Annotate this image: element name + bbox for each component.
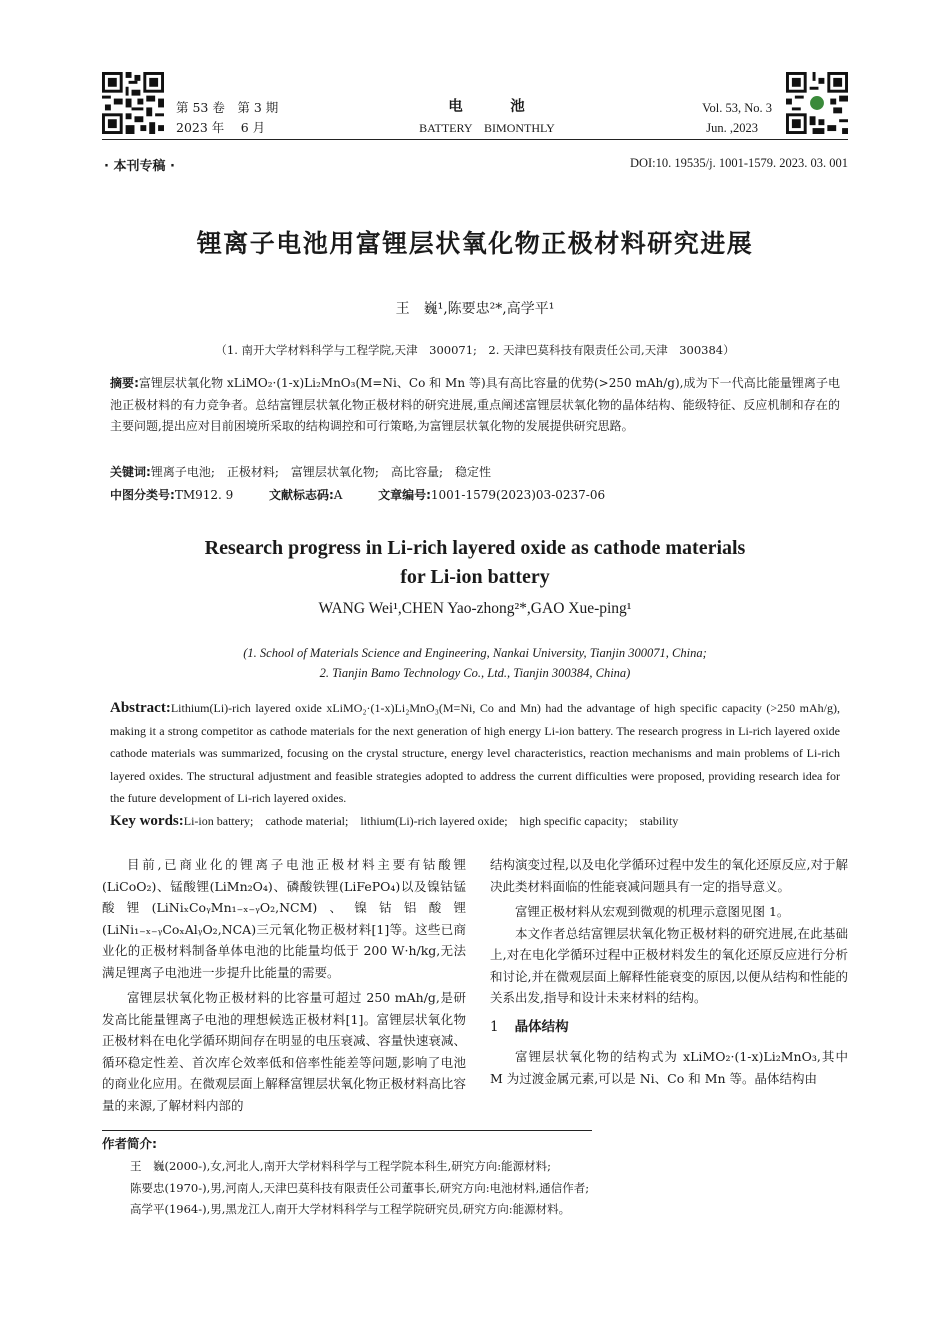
affiliation-en-1: (1. School of Materials Science and Engineering, Nankai University, Tianjin 300071, China;: [243, 646, 707, 660]
journal-name-en: BATTERY BIMONTHLY: [419, 121, 555, 135]
authors-en: WANG Wei¹,CHEN Yao-zhong²*,GAO Xue-ping¹: [318, 600, 632, 617]
section-heading: [490, 1017, 848, 1039]
header-date-en: Jun. ,2023: [706, 121, 758, 135]
qr-code-left: [102, 72, 164, 134]
abstract-cn: [110, 373, 840, 438]
clc-value: TM912. 9: [174, 488, 234, 502]
abstract-en: [110, 697, 840, 810]
header-rule: [102, 139, 848, 140]
title-en-line-1: Research progress in Li-rich layered oxide as cathode materials: [204, 537, 746, 559]
bio-line: 高学平(1964-),男,黑龙江人,南开大学材料科学与工程学院研究员,研究方向:能源材料。: [130, 1202, 571, 1216]
keywords-en-label: Key words:: [110, 813, 184, 829]
body-left-column: [102, 854, 466, 1116]
section-title: 晶体结构: [514, 1018, 569, 1035]
bio-line: 王 巍(2000-),女,河北人,南开大学材料科学与工程学院本科生,研究方向:能源材料;: [130, 1159, 551, 1173]
article-no-label: 文章编号:: [378, 488, 431, 502]
section-number: 1: [490, 1018, 499, 1035]
keywords-en-text: Li-ion battery; cathode material; lithium(Li)-rich layered oxide; high specific capacity; stability: [183, 814, 679, 828]
keywords-cn: [110, 462, 840, 484]
authors-cn: 王 巍¹,陈要忠²*,高学平¹: [395, 301, 555, 317]
column-tag: · 本刊专稿 ·: [104, 159, 175, 174]
journal-name-cn: 电 池: [448, 99, 526, 115]
body-paragraph-4: 富锂正极材料从宏观到微观的机理示意图见图 1。: [515, 904, 790, 919]
doc-code-label: 文献标志码:: [268, 488, 334, 502]
bio-label: 作者简介:: [102, 1136, 157, 1151]
qr-code-right: [786, 72, 848, 134]
bio-line: 陈要忠(1970-),男,河南人,天津巴莫科技有限责任公司董事长,研究方向:电池材料,通信作者;: [130, 1180, 590, 1195]
classification-line: [110, 485, 840, 507]
abstract-en-text: Lithium(Li)-rich layered oxide xLiMO₂·(1-x)Li₂MnO₃(M=Ni, Co and Mn) had the advantage of high specific capacity (>250 mAh/g), making it a strong competitor as cathode materials for the next generation of high energy Li-ion battery. The research progress in Li-rich layered oxide cathode materials was summarized, focusing on the crystal structure, energy level characteristics, reaction mechanisms and main problems of Li-rich layered oxides. The structural adjustment and feasible strategies adopted to address the current difficulties were proposed, providing research idea for the future development of Li-rich layered oxides.: [110, 701, 840, 805]
affiliations-en: [102, 643, 848, 683]
body-paragraph-3: 结构演变过程,以及电化学循环过程中发生的氧化还原反应,对于解决此类材料面临的性能衰减问题具有一定的指导意义。: [490, 857, 848, 894]
header-date-cn: 2023 年 6 月: [176, 120, 266, 135]
affiliations-cn: （1. 南开大学材料科学与工程学院,天津 300071; 2. 天津巴莫科技有限责任公司,天津 300384）: [215, 343, 735, 357]
affiliation-en-2: 2. Tianjin Bamo Technology Co., Ltd., Tianjin 300384, China): [319, 666, 631, 680]
keywords-en: [110, 810, 840, 832]
clc-label: 中图分类号:: [110, 488, 175, 502]
body-paragraph-1: 目前,已商业化的锂离子电池正极材料主要有钴酸锂(LiCoO₂)、锰酸锂(LiMn₂O₄)、磷酸铁锂(LiFePO₄)以及镍钴锰酸锂(LiNiₓCoᵧMn₁₋ₓ₋ᵧO₂,NCM)、镍钴铝酸锂(LiNi₁₋ₓ₋ᵧCoₓAlᵧO₂,NCA)三元氧化物正极材料[1]等。这些已商业化的正极材料制备单体电池的比能量均低于 200 W·h/kg,无法满足锂离子电池进一步提升比能量的需要。: [102, 857, 466, 980]
doc-code-value: A: [333, 488, 343, 502]
header-volume-cn: 第 53 卷 第 3 期: [176, 100, 279, 115]
body-paragraph-5: 本文作者总结富锂层状氧化物正极材料的研究进展,在此基础上,对在电化学循环过程中正极材料发生的氧化还原反应进行分析和讨论,并在微观层面上解释性能衰变的原因,以便从结构和性能的关系出发,指导和设计未来材料的结构。: [490, 925, 848, 1005]
keywords-cn-text: 锂离子电池; 正极材料; 富锂层状氧化物; 高比容量; 稳定性: [150, 465, 491, 479]
title-en: [102, 534, 848, 592]
body-right-column: [490, 854, 848, 1089]
body-paragraph-2: 富锂层状氧化物正极材料的比容量可超过 250 mAh/g,是研发高比能量锂离子电池的理想候选正极材料[1]。富锂层状氧化物正极材料在电化学循环期间存在明显的电压衰减、容量快速衰减、循环稳定性差、首次库仑效率低和倍率性能差等问题,影响了电池的商业化应用。在微观层面上解释富锂层状氧化物正极材料高比容量的来源,了解材料内部的: [102, 990, 466, 1113]
author-bios: [130, 1156, 850, 1221]
title-cn: 锂离子电池用富锂层状氧化物正极材料研究进展: [196, 229, 754, 258]
body-paragraph-6: 富锂层状氧化物的结构式为 xLiMO₂·(1-x)Li₂MnO₃,其中 M 为过渡金属元素,可以是 Ni、Co 和 Mn 等。晶体结构由: [490, 1049, 848, 1086]
keywords-cn-label: 关键词:: [110, 465, 151, 479]
header-volume-en: Vol. 53, No. 3: [702, 101, 772, 115]
article-no-value: 1001-1579(2023)03-0237-06: [430, 488, 606, 502]
doi: DOI:10. 19535/j. 1001-1579. 2023. 03. 001: [629, 156, 848, 170]
title-en-line-2: for Li-ion battery: [400, 566, 550, 588]
abstract-cn-label: 摘要:: [110, 376, 139, 390]
abstract-en-label: Abstract:: [110, 700, 171, 716]
abstract-cn-text: 富锂层状氧化物 xLiMO₂·(1-x)Li₂MnO₃(M=Ni、Co 和 Mn 等)具有高比容量的优势(>250 mAh/g),成为下一代高比能量锂离子电池正极材料的有力竞争者。总结富锂层状氧化物正极材料的研究进展,重点阐述富锂层状氧化物的晶体结构、能级特征、反应机制和存在的主要问题,提出应对目前困境所采取的结构调控和可行策略,为富锂层状氧化物的发展提供研究思路。: [110, 376, 840, 433]
footnote-rule: [102, 1130, 592, 1131]
